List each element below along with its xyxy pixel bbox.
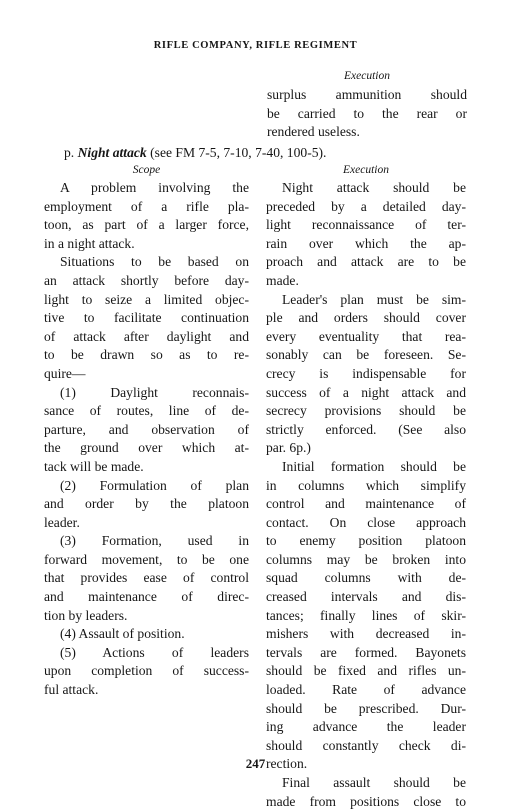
text-line: Situations to be based on [60, 254, 249, 270]
scope-heading: Scope [132, 164, 161, 176]
text-line: forward movement, to be one [44, 551, 249, 567]
text-line: A problem involving the [60, 180, 249, 195]
text-line: ing advance the leader [266, 719, 466, 735]
text-line: rection. [266, 756, 308, 772]
text-line: secrecy provisions should be [266, 403, 466, 419]
text-line: preceded by a detailed day- [266, 198, 466, 214]
text-line: parture, and observation of [44, 421, 249, 437]
text-line: strictly enforced. (See also [266, 421, 466, 437]
text-line: an attack shortly before day- [44, 272, 249, 288]
text-line: control and maintenance of [266, 496, 466, 512]
text-line: tion by leaders. [44, 607, 128, 623]
page-number: 247 [245, 756, 266, 771]
paragraph-label: p. [64, 145, 75, 160]
text-line: and maintenance of direc- [44, 589, 249, 605]
text-line: made. [266, 272, 299, 288]
text-line: proach and attack are to be [266, 254, 466, 270]
text-line: (5) Actions of leaders [60, 644, 249, 660]
text-line: tervals are formed. Bayonets [266, 644, 466, 660]
text-line: tive to facilitate continuation [44, 310, 249, 326]
text-line: sance of routes, line of de- [44, 403, 249, 419]
text-line: should constantly check di- [266, 737, 466, 753]
paragraph-heading [64, 144, 484, 162]
scope-column [44, 163, 249, 700]
text-line: Leader's plan must be sim- [282, 291, 466, 307]
paragraph-reference: (see FM 7-5, 7-10, 7-40, 100-5). [150, 145, 327, 160]
text-line: to enemy position platoon [266, 533, 466, 549]
text-line: (4) Assault of position. [60, 626, 185, 642]
text-line: leader. [44, 514, 80, 530]
text-line: (3) Formation, used in [60, 533, 249, 549]
execution-heading: Execution [343, 164, 389, 176]
text-line: (2) Formulation of plan [60, 477, 249, 493]
text-line: made from positions close to [266, 793, 466, 809]
text-line: employment of a rifle pla- [44, 198, 249, 214]
text-line: Initial formation should be [282, 458, 466, 474]
text-line: par. 6p.) [266, 440, 311, 456]
text-line: of attack after daylight and [44, 328, 249, 344]
text-line: Night attack should be [282, 180, 466, 195]
text-line: squad columns with de- [266, 570, 466, 586]
text-line: should be prescribed. Dur- [266, 700, 466, 716]
text-line: that provides ease of control [44, 570, 249, 586]
text-line: mishers with decreased in- [266, 626, 466, 642]
text-line: tack will be made. [44, 458, 144, 474]
text-line: loaded. Rate of advance [266, 682, 466, 698]
text-line: in a night attack. [44, 235, 135, 251]
running-head: RIFLE COMPANY, RIFLE REGIMENT [153, 40, 358, 51]
paragraph-title: Night attack [77, 145, 147, 160]
text-line: the ground over which at- [44, 440, 249, 456]
text-line: rendered useless. [267, 124, 360, 140]
text-line: creased intervals and dis- [266, 589, 466, 605]
text-line: ple and orders should cover [266, 310, 466, 326]
top-right-continuation [267, 69, 467, 142]
text-line: contact. On close approach [266, 514, 466, 530]
text-line: Final assault should be [282, 775, 466, 790]
text-line: sonably can be foreseen. Se- [266, 347, 466, 363]
text-line: crecy is indispensable for [266, 365, 466, 381]
text-line: light to seize a limited objec- [44, 291, 249, 307]
execution-column [266, 163, 466, 811]
text-line: rain over which the ap- [266, 235, 466, 251]
text-line: be carried to the rear or [267, 105, 467, 121]
text-line: toon, as part of a larger force, [44, 217, 249, 233]
text-line: ful attack. [44, 682, 99, 698]
text-line: (1) Daylight reconnais- [60, 384, 249, 400]
text-line: every eventuality that rea- [266, 328, 466, 344]
text-line: light reconnaissance of ter- [266, 217, 466, 233]
text-line: upon completion of success- [44, 663, 249, 679]
text-line: should be fixed and rifles un- [266, 663, 466, 679]
text-line: success of a night attack and [266, 384, 466, 400]
text-line: and order by the platoon [44, 496, 249, 512]
top-right-heading: Execution [344, 70, 390, 82]
text-line: in columns which simplify [266, 477, 466, 493]
text-line: columns may be broken into [266, 551, 466, 567]
text-line: surplus ammunition should [267, 87, 467, 102]
text-line: to be drawn so as to re- [44, 347, 249, 363]
text-line: quire— [44, 365, 86, 381]
text-line: tances; finally lines of skir- [266, 607, 466, 623]
